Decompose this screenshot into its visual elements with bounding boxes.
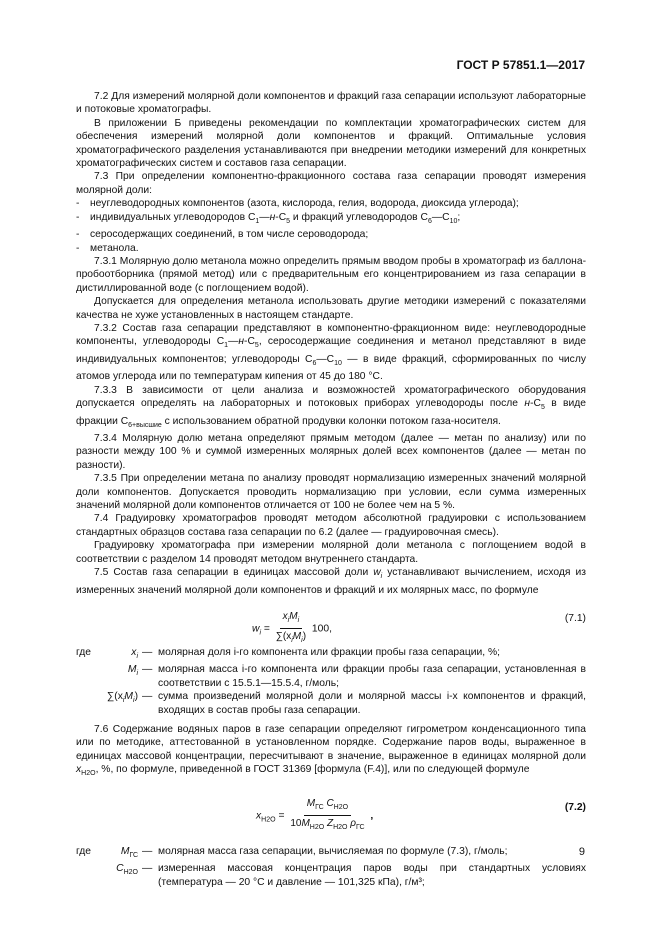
paragraph-7-3-2: 7.3.2 Состав газа сепарации представляют в компонентно-фракционном виде: неуглеводородные компоненты, углеводороды $C_1—н-C_5$, серосодержащие соединения и метанол представляют в виде индивидуальных компонентов; углеводороды $C_6—C_{10}$ — в виде фракций, сформированных по числу атомов углерода или по температурам кипения от 45 до 180 °C. xyxy=(76,322,586,383)
document-body xyxy=(76,90,586,889)
where-block-2: где $M_{ГС}$ — молярная масса газа сепарации, вычисляемая по формуле (7.3), г/моль; $C_{H2O}$ — измеренная массовая концентрация паров воды при стандартных условиях (температура — 20 °C и давление — 101,325 кПа), г/м³; xyxy=(76,845,586,888)
paragraph-7-3-4: 7.3.4 Молярную долю метана определяют прямым методом (далее — метан по анализу) или по разности между 100 % и суммой измеренных молярных долей всех компонентов (далее — метан по разности). xyxy=(76,432,586,471)
list-item: - серосодержащих соединений, в том числе сероводорода; xyxy=(76,229,369,241)
list-item: - неуглеводородных компонентов (азота, кислорода, гелия, водорода, диоксида углерода); xyxy=(76,198,519,210)
paragraph-7-3-5: 7.3.5 При определении метана по анализу проводят нормализацию измеренных значений молярной доли компонентов. Допускается проводить нормализацию при условии, если сумма измеренных значений молярной доли компонентов отличается от 100 не более чем на 5 %. xyxy=(76,473,586,512)
page-number: 9 xyxy=(578,846,585,858)
where-block-1: где $x_i$ — молярная доля i-го компонента или фракции пробы газа сепарации, %; $M_i$ — молярная масса i-го компонента или фракции пробы газа сепарации, установленная в соответствии с 15.5.1—15.5.4, г/моль; $\sum(x_iM_i)$ — сумма произведений молярной доли и молярной массы i-х компонентов и фракций, входящих в состав пробы газа сепарации. xyxy=(76,646,586,716)
standard-header: ГОСТ Р 57851.1—2017 xyxy=(456,58,585,72)
paragraph-7-4-b: Градуировку хроматографа при измерении молярной доли метанола с поглощением водой в соответствии с разделом 14 проводят методом внутреннего стандарта. xyxy=(76,540,586,565)
list-item: - индивидуальных углеводородов $C_1—н-C_5$ и фракций углеводородов $C_6—C_{10}$; xyxy=(76,211,461,225)
paragraph-7-3-1: 7.3.1 Молярную долю метанола можно определить прямым вводом пробы в хроматограф из баллона-пробоотборника (прямой метод) или с предварительным его концентрированием из газа сепарации в дистиллированной воде (с поглощением водой). xyxy=(76,255,587,294)
paragraph-7-3: 7.3 При определении компонентно-фракционного состава газа сепарации проводят измерения молярной доли: xyxy=(76,171,586,196)
paragraph-7-5: 7.5 Состав газа сепарации в единицах массовой доли $w_i$ устанавливают вычислением, исходя из измеренных значений молярной доли компонентов и фракций и их молярных масс, по формуле xyxy=(76,567,586,596)
paragraph-7-2-b: В приложении Б приведены рекомендации по комплектации хроматографических систем для обеспечения измерений молярной доли компонентов и фракций. Оптимальные условия хроматографического разделения устанавливаются при внедрении методики измерений для конкретных хроматографических систем и составов газа сепарации. xyxy=(76,117,586,170)
paragraph-7-3-3: 7.3.3 В зависимости от цели анализа и возможностей хроматографического оборудования допускается определять на лабораторных и потоковых приборах углеводороды после $н-C_5$ в виде фракции $C_{6+высшие}$ с использованием обратной продувки колонки потоком газа-носителя. xyxy=(76,384,586,429)
paragraph-7-2: 7.2 Для измерений молярной доли компонентов и фракций газа сепарации используют лабораторные и потоковые хроматографы. xyxy=(76,91,586,116)
list-item: - метанола. xyxy=(76,242,139,254)
component-list xyxy=(76,197,586,255)
equation-number: (7.1) xyxy=(564,612,586,624)
paragraph-7-3-1-b: Допускается для определения метанола использовать другие методики измерений с показателями качества не хуже установленных в настоящем стандарте. xyxy=(76,296,586,321)
paragraph-7-4: 7.4 Градуировку хроматографов проводят методом абсолютной градуировки с использованием стандартных образцов состава газа сепарации по 6.2 (далее — градуировочная смесь). xyxy=(76,513,586,538)
equation-number: (7.2) xyxy=(564,801,586,813)
formula-7-2: $x_{H2O}$ = $\frac{M_{ГС} C_{H2O}}{10M_{H2O} Z_{H2O} \rho_{ГС}}$ , (7.2) xyxy=(256,797,586,832)
formula-7-1: $w_i$ = $\frac{x_iM_i}{\sum(x_iM_i)}$ 100, (7.1) xyxy=(252,610,586,645)
paragraph-7-6: 7.6 Содержание водяных паров в газе сепарации определяют гигрометром конденсационного типа или по методике, аттестованной в установленном порядке. Содержание паров воды, выраженное в единицах массовой концентрации, пересчитывают в значение, выраженное в единицах молярной доли $x_{H2O}$, %, по формуле, приведенной в ГОСТ 31369 [формула (F.4)], или по следующей формуле xyxy=(76,723,586,778)
